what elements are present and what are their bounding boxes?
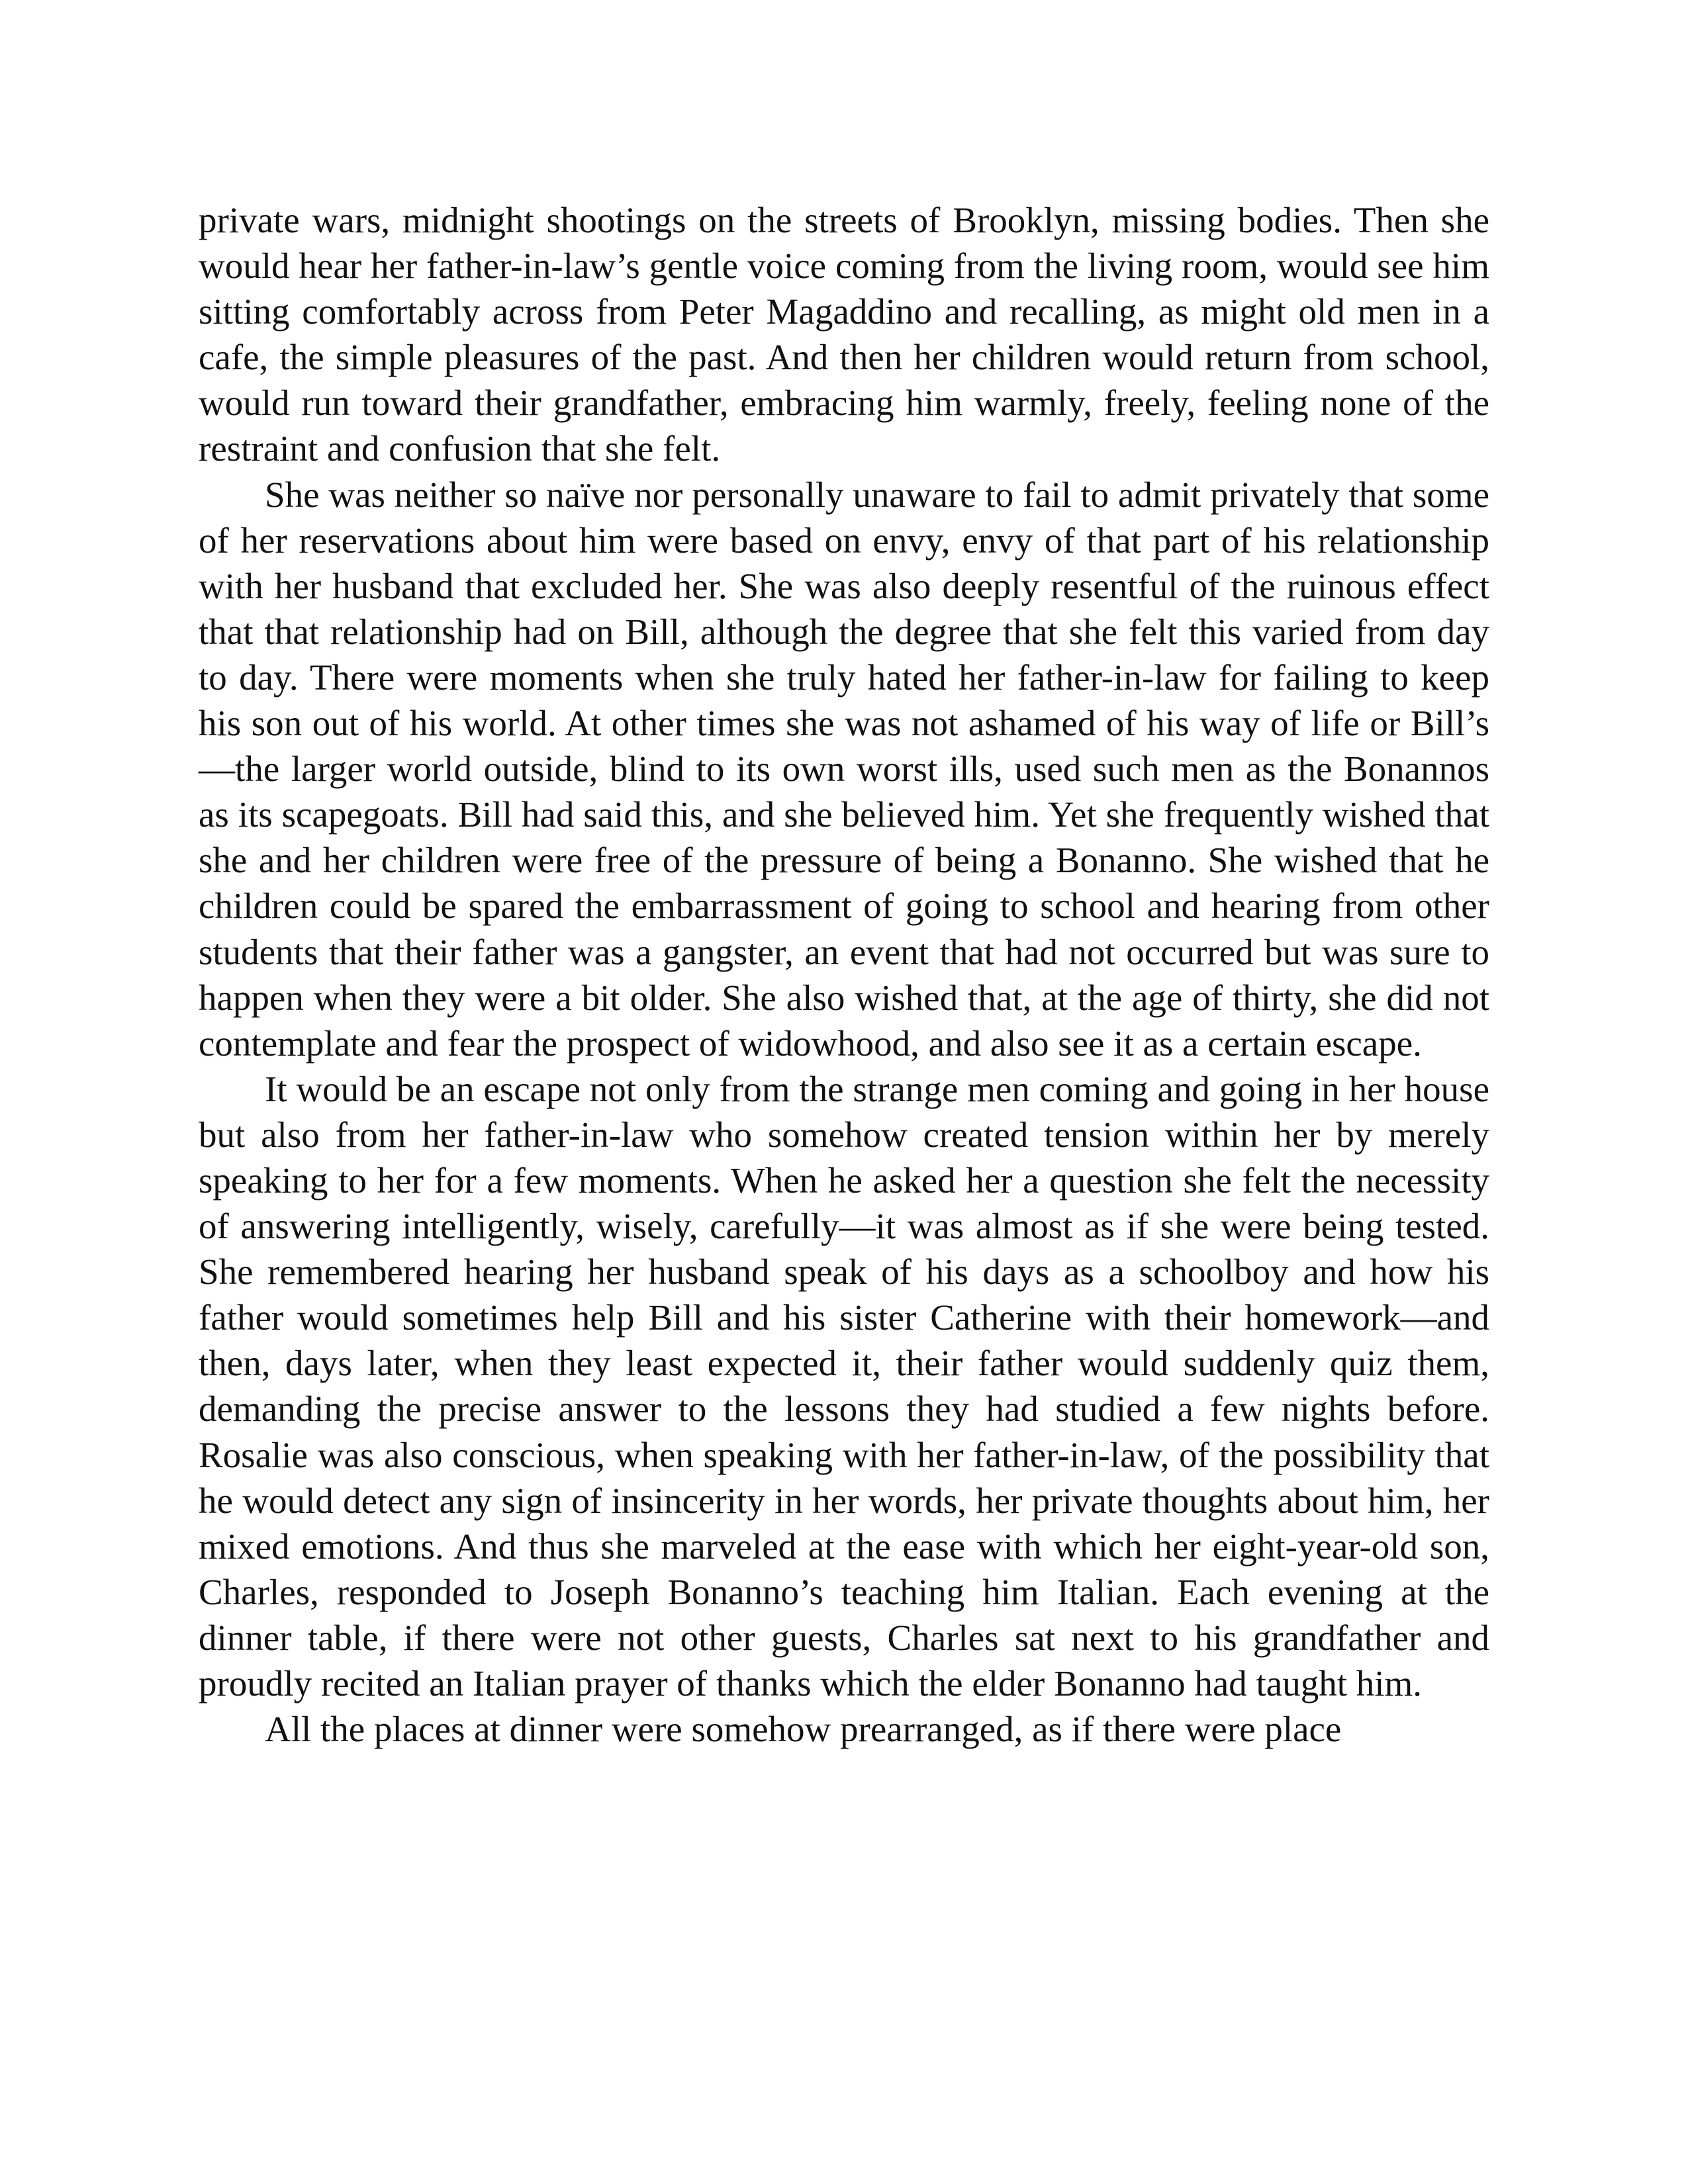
paragraph-4: All the places at dinner were somehow prearranged, as if there were place xyxy=(265,1709,1342,1750)
page-body xyxy=(199,197,1489,1752)
paragraph-1: private wars, midnight shootings on the streets of Brooklyn, missing bodies. Then she would hear her father-in-law’s gentle voice coming from the living room, would see him sitting comfortably across from Peter Magaddino and recalling, as might old men in a cafe, the simple pleasures of the past. And then her children would return from school, would run toward their grandfather, embracing him warmly, freely, feeling none of the restraint and confusion that she felt. xyxy=(199,200,1489,469)
paragraph-2: She was neither so naïve nor personally unaware to fail to admit privately that some of her reservations about him were based on envy, envy of that part of his relationship with her husband that excluded her. She was also deeply resentful of the ruinous effect that that relationship had on Bill, although the degree that she felt this varied from day to day. There were moments when she truly hated her father-in-law for failing to keep his son out of his world. At other times she was not ashamed of his way of life or Bill’s—the larger world outside, blind to its own worst ills, used such men as the Bonannos as its scapegoats. Bill had said this, and she believed him. Yet she frequently wished that she and her children were free of the pressure of being a Bonanno. She wished that he children could be spared the embarrassment of going to school and hearing from other students that their father was a gangster, an event that had not occurred but was sure to happen when they were a bit older. She also wished that, at the age of thirty, she did not contemplate and fear the prospect of widowhood, and also see it as a certain escape. xyxy=(199,474,1489,1064)
paragraph-3: It would be an escape not only from the strange men coming and going in her house but also from her father-in-law who somehow created tension within her by merely speaking to her for a few moments. When he asked her a question she felt the necessity of answering intelligently, wisely, carefully—it was almost as if she were being tested. She remembered hearing her husband speak of his days as a schoolboy and how his father would sometimes help Bill and his sister Catherine with their homework—and then, days later, when they least expected it, their father would suddenly quiz them, demanding the precise answer to the lessons they had studied a few nights before. Rosalie was also conscious, when speaking with her father-in-law, of the possibility that he would detect any sign of insincerity in her words, her private thoughts about him, her mixed emotions. And thus she marveled at the ease with which her eight-year-old son, Charles, responded to Joseph Bonanno’s teaching him Italian. Each evening at the dinner table, if there were not other guests, Charles sat next to his grandfather and proudly recited an Italian prayer of thanks which the elder Bonanno had taught him. xyxy=(199,1068,1489,1704)
